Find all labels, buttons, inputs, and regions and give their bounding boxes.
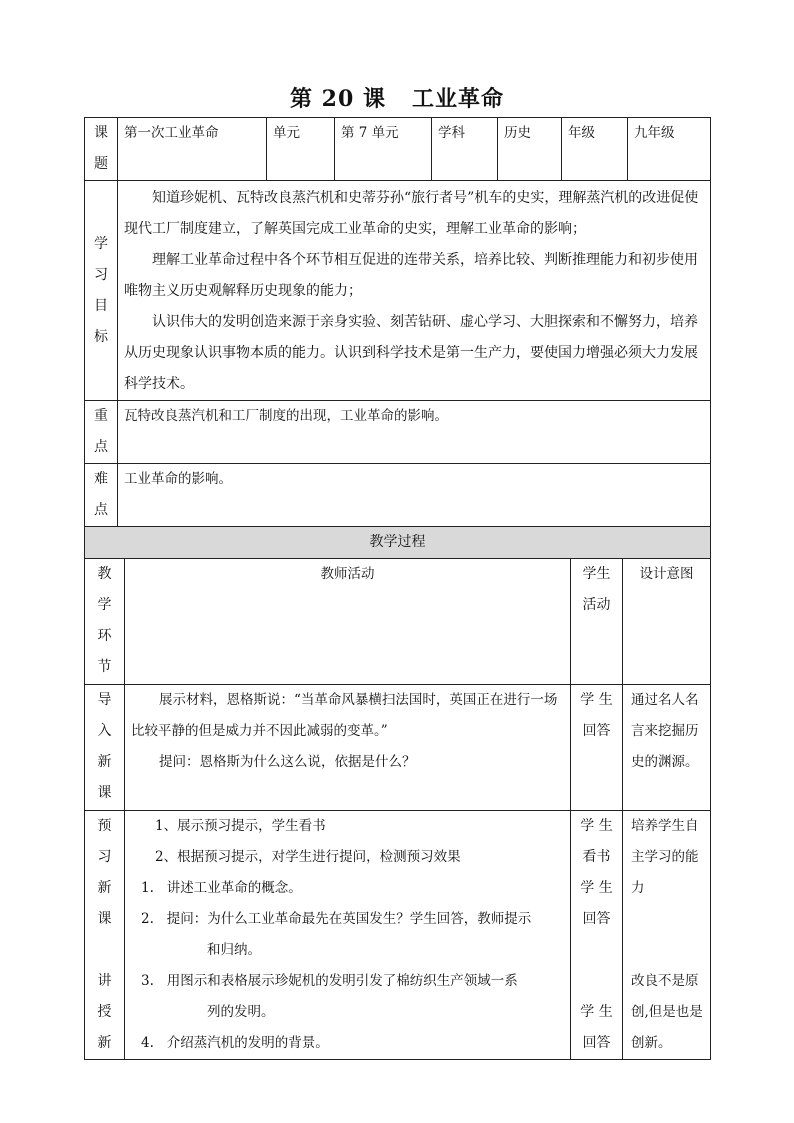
subject-label: 学科 bbox=[432, 118, 498, 181]
intro-teacher-activity: 展示材料，恩格斯说：“当革命风暴横扫法国时，英国正在进行一场比较平静的但是威力并不因此减弱的变革。” 提问：恩格斯为什么这么说，依据是什么？ bbox=[125, 685, 571, 811]
new-lesson-design-intent: 培养学生自 主学习的能 力 改良不是原 创,但是也是 创新。 bbox=[623, 811, 711, 1060]
new-lesson-teacher-activity bbox=[125, 811, 571, 1060]
unit-label: 单元 bbox=[267, 118, 335, 181]
new-lesson-stage: 预 习 新 课 讲 授 新 bbox=[85, 811, 125, 1060]
topic-value: 第一次工业革命 bbox=[118, 118, 267, 181]
list-item-continuation: 列的发明。 bbox=[207, 1004, 275, 1020]
student-column-header: 学生 活动 bbox=[571, 559, 623, 685]
intro-design-intent: 通过名人名 言来挖掘历 史的渊源。 bbox=[623, 685, 711, 811]
stage-column-header: 教 学 环 节 bbox=[85, 559, 125, 685]
teaching-process-table bbox=[84, 526, 711, 1060]
goal-paragraph-3: 认识伟大的发明创造来源于亲身实验、刻苦钻研、虚心学习、大胆探索和不懈努力，培养从历史现象认识事物本质的能力。认识到科学技术是第一生产力，要使国力增强必须大力发展科学技术。 bbox=[124, 314, 698, 392]
difficult-content: 工业革命的影响。 bbox=[118, 464, 711, 527]
lesson-number: 第 20 课 bbox=[290, 86, 386, 112]
intro-stage: 导 入 新 课 bbox=[85, 685, 125, 811]
list-item: 2. 提问：为什么工业革命最先在英国发生？学生回答，教师提示 bbox=[141, 911, 532, 927]
subject-value: 历史 bbox=[498, 118, 562, 181]
list-item: 3. 用图示和表格展示珍妮机的发明引发了棉纺织生产领域一系 bbox=[141, 973, 518, 989]
topic-label: 课 题 bbox=[85, 118, 118, 181]
intro-student-activity: 学 生 回答 bbox=[571, 685, 623, 811]
step-item: 1、展示预习提示，学生看书 bbox=[155, 818, 326, 834]
step-item: 2、根据预习提示，对学生进行提问，检测预习效果 bbox=[155, 849, 461, 865]
list-item: 1. 讲述工业革命的概念。 bbox=[141, 880, 302, 896]
key-label: 重 点 bbox=[85, 401, 118, 464]
goals-label: 学 习 目 标 bbox=[85, 181, 118, 401]
process-header: 教学过程 bbox=[85, 527, 711, 559]
difficult-label: 难 点 bbox=[85, 464, 118, 527]
teacher-column-header: 教师活动 bbox=[125, 559, 571, 685]
unit-value: 第 7 单元 bbox=[335, 118, 432, 181]
grade-label: 年级 bbox=[562, 118, 628, 181]
list-item: 4. 介绍蒸汽机的发明的背景。 bbox=[141, 1035, 329, 1051]
page-title bbox=[0, 82, 794, 113]
goals-content bbox=[118, 181, 711, 401]
lesson-info-table bbox=[84, 117, 711, 527]
design-column-header: 设计意图 bbox=[623, 559, 711, 685]
grade-value: 九年级 bbox=[628, 118, 711, 181]
key-content: 瓦特改良蒸汽机和工厂制度的出现，工业革命的影响。 bbox=[118, 401, 711, 464]
new-lesson-student-activity: 学 生 看书 学 生 回答 学 生 回答 bbox=[571, 811, 623, 1060]
list-item-continuation: 和归纳。 bbox=[207, 942, 261, 958]
goal-paragraph-2: 理解工业革命过程中各个环节相互促进的连带关系，培养比较、判断推理能力和初步使用唯物主义历史观解释历史现象的能力； bbox=[124, 252, 698, 299]
goal-paragraph-1: 知道珍妮机、瓦特改良蒸汽机和史蒂芬孙“旅行者号”机车的史实，理解蒸汽机的改进促使现代工厂制度建立，了解英国完成工业革命的史实，理解工业革命的影响； bbox=[124, 190, 699, 237]
lesson-name: 工业革命 bbox=[411, 86, 504, 112]
